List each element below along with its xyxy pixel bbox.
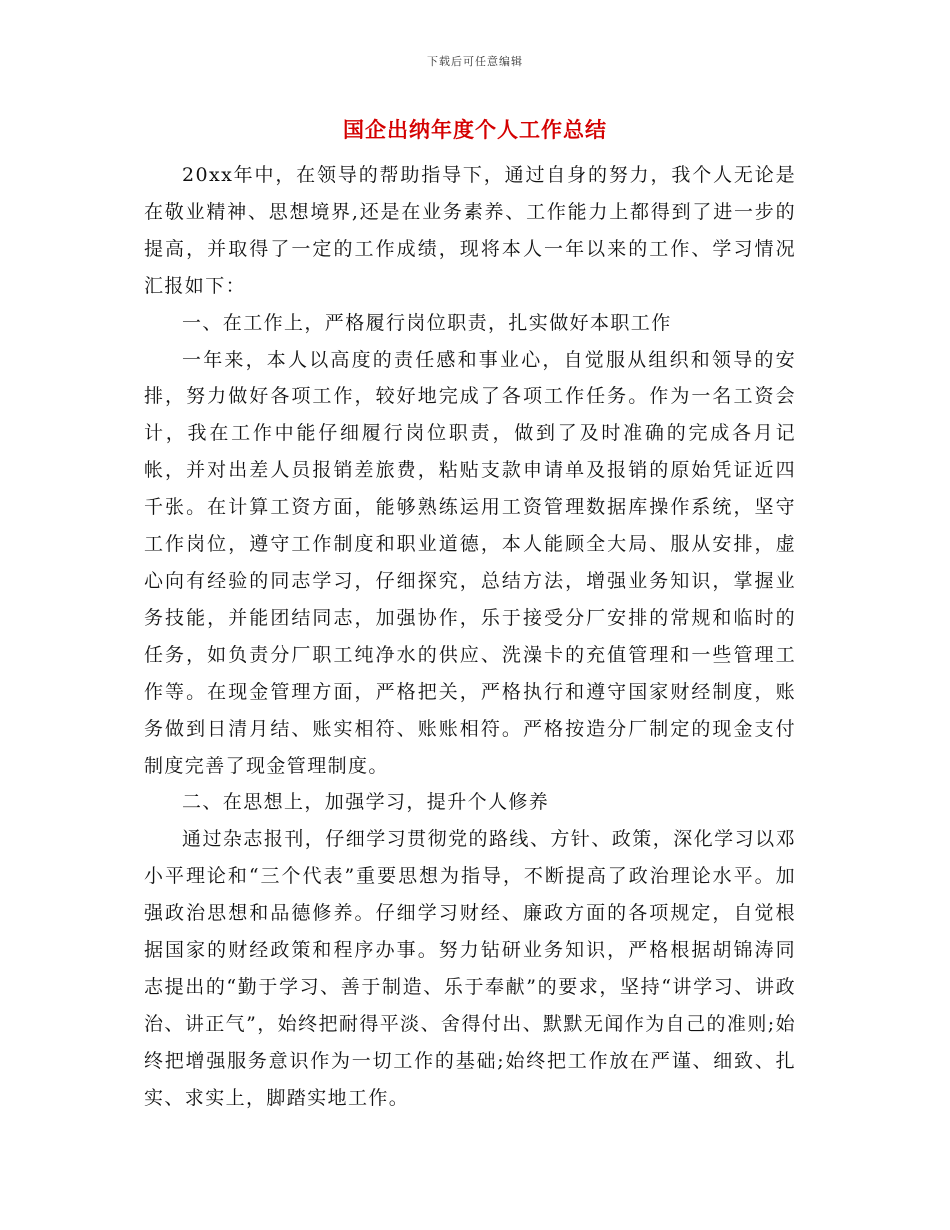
document-title: 国企出纳年度个人工作总结 [343, 117, 607, 142]
paragraph-thought: 通过杂志报刊，仔细学习贯彻党的路线、方针、政策，深化学习以邓小平理论和“三个代表”重要思想为指导，不断提高了政治理论水平。加强政治思想和品德修养。仔细学习财经、廉政方面的各项规定，自觉根据国家的财经政策和程序办事。努力钻研业务知识，严格根据胡锦涛同志提出的“勤于学习、善于制造、乐于奉献”的要求，坚持“讲学习、讲政治、讲正气”，始终把耐得平淡、舍得付出、默默无闻作为自己的准则;始终把增强服务意识作为一切工作的基础;始终把工作放在严谨、细致、扎实、求实上，脚踏实地工作。 [144, 828, 796, 1109]
section-heading-work: 一、在工作上，严格履行岗位职责，扎实做好本职工作 [182, 311, 672, 334]
paragraph-intro: 20xx年中，在领导的帮助指导下，通过自身的努力，我个人无论是在敬业精神、思想境界,还是在业务素养、工作能力上都得到了进一步的提高，并取得了一定的工作成绩，现将本人一年以来的工作、学习情况汇报如下： [144, 164, 796, 297]
document-body [144, 157, 796, 1117]
paragraph-work: 一年来，本人以高度的责任感和事业心，自觉服从组织和领导的安排，努力做好各项工作，较好地完成了各项工作任务。作为一名工资会计，我在工作中能仔细履行岗位职责，做到了及时准确的完成各月记帐，并对出差人员报销差旅费，粘贴支款申请单及报销的原始凭证近四千张。在计算工资方面，能够熟练运用工资管理数据库操作系统，坚守工作岗位，遵守工作制度和职业道德，本人能顾全大局、服从安排，虚心向有经验的同志学习，仔细探究，总结方法，增强业务知识，掌握业务技能，并能团结同志，加强协作，乐于接受分厂安排的常规和临时的任务，如负责分厂职工纯净水的供应、洗澡卡的充值管理和一些管理工作等。在现金管理方面，严格把关，严格执行和遵守国家财经制度，账务做到日清月结、账实相符、账账相符。严格按造分厂制定的现金支付制度完善了现金管理制度。 [144, 348, 796, 777]
header-note: 下载后可任意编辑 [427, 55, 523, 68]
section-heading-thought: 二、在思想上，加强学习，提升个人修养 [182, 791, 550, 814]
